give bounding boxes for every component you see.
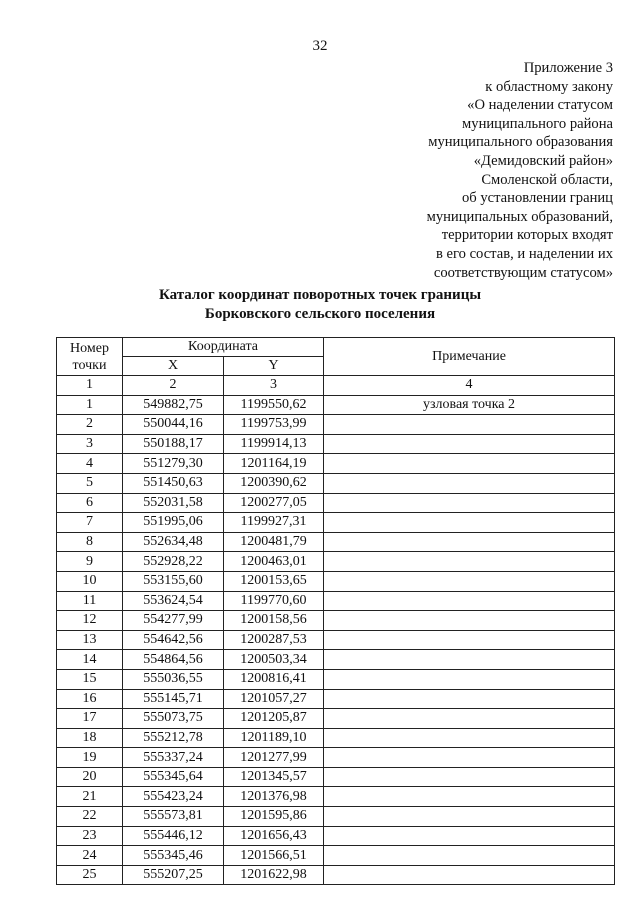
- point-number-cell: 7: [57, 513, 123, 533]
- appendix-line: Приложение 3: [523, 60, 613, 76]
- y-coordinate-cell: 1201595,86: [224, 807, 324, 827]
- x-coordinate-cell: 553155,60: [123, 571, 224, 591]
- appendix-line: соответствующим статусом»: [433, 264, 613, 281]
- note-cell: [324, 728, 615, 748]
- table-row: [57, 728, 615, 748]
- point-number-cell: 14: [57, 650, 123, 670]
- note-cell: [324, 807, 615, 827]
- point-number-cell: 8: [57, 532, 123, 552]
- y-coordinate-cell: 1200153,65: [224, 571, 324, 591]
- point-number-cell: 22: [57, 807, 123, 827]
- note-cell: [324, 826, 615, 846]
- document-title: [0, 286, 640, 324]
- y-coordinate-cell: 1201057,27: [224, 689, 324, 709]
- table-row: [57, 787, 615, 807]
- column-number: 4: [324, 376, 615, 396]
- note-cell: [324, 571, 615, 591]
- note-cell: [324, 473, 615, 493]
- point-number-cell: 20: [57, 767, 123, 787]
- appendix-line: к областному закону: [485, 78, 613, 95]
- y-coordinate-cell: 1200503,34: [224, 650, 324, 670]
- point-number-cell: 10: [57, 571, 123, 591]
- y-coordinate-cell: 1201656,43: [224, 826, 324, 846]
- note-cell: [324, 748, 615, 768]
- y-coordinate-cell: 1201622,98: [224, 865, 324, 885]
- x-coordinate-cell: 554277,99: [123, 611, 224, 631]
- note-cell: [324, 454, 615, 474]
- note-cell: [324, 552, 615, 572]
- point-number-cell: 6: [57, 493, 123, 513]
- header-coordinate: Координата: [123, 338, 324, 357]
- table-row: [57, 826, 615, 846]
- note-cell: [324, 689, 615, 709]
- y-coordinate-cell: 1201205,87: [224, 709, 324, 729]
- table-row: [57, 748, 615, 768]
- table-row: [57, 454, 615, 474]
- y-coordinate-cell: 1201189,10: [224, 728, 324, 748]
- point-number-cell: 11: [57, 591, 123, 611]
- header-y: Y: [224, 357, 324, 376]
- note-cell: [324, 532, 615, 552]
- point-number-cell: 3: [57, 434, 123, 454]
- y-coordinate-cell: 1199550,62: [224, 395, 324, 415]
- y-coordinate-cell: 1199770,60: [224, 591, 324, 611]
- point-number-cell: 16: [57, 689, 123, 709]
- note-cell: [324, 669, 615, 689]
- note-cell: [324, 591, 615, 611]
- column-number-row: [57, 376, 615, 396]
- column-number: 1: [57, 376, 123, 396]
- table-row: [57, 669, 615, 689]
- point-number-cell: 13: [57, 630, 123, 650]
- table-row: [57, 630, 615, 650]
- y-coordinate-cell: 1200158,56: [224, 611, 324, 631]
- table-row: [57, 415, 615, 435]
- appendix-line: «О наделении статусом: [467, 97, 613, 114]
- y-coordinate-cell: 1200816,41: [224, 669, 324, 689]
- header-number-line1: Номер: [70, 340, 109, 356]
- table-row: [57, 552, 615, 572]
- x-coordinate-cell: 555345,64: [123, 767, 224, 787]
- y-coordinate-cell: 1200287,53: [224, 630, 324, 650]
- point-number-cell: 23: [57, 826, 123, 846]
- table-row: [57, 689, 615, 709]
- y-coordinate-cell: 1199753,99: [224, 415, 324, 435]
- x-coordinate-cell: 555573,81: [123, 807, 224, 827]
- point-number-cell: 19: [57, 748, 123, 768]
- x-coordinate-cell: 551450,63: [123, 473, 224, 493]
- table-header-row: [57, 338, 615, 357]
- appendix-line: Смоленской области,: [481, 171, 613, 188]
- note-cell: [324, 650, 615, 670]
- table-row: [57, 846, 615, 866]
- x-coordinate-cell: 550188,17: [123, 434, 224, 454]
- appendix-header: [293, 59, 613, 282]
- column-number: 2: [123, 376, 224, 396]
- column-number: 3: [224, 376, 324, 396]
- point-number-cell: 18: [57, 728, 123, 748]
- y-coordinate-cell: 1201376,98: [224, 787, 324, 807]
- coordinates-table: [56, 337, 615, 885]
- x-coordinate-cell: 549882,75: [123, 395, 224, 415]
- header-number-line2: точки: [72, 357, 107, 373]
- note-cell: [324, 787, 615, 807]
- table-row: [57, 513, 615, 533]
- x-coordinate-cell: 555337,24: [123, 748, 224, 768]
- appendix-line: в его состав, и наделении их: [435, 245, 613, 262]
- note-cell: [324, 415, 615, 435]
- table-row: [57, 473, 615, 493]
- x-coordinate-cell: 555207,25: [123, 865, 224, 885]
- note-cell: узловая точка 2: [324, 395, 615, 415]
- title-line-2: Борковского сельского поселения: [204, 306, 436, 322]
- table-row: [57, 532, 615, 552]
- x-coordinate-cell: 555446,12: [123, 826, 224, 846]
- y-coordinate-cell: 1200277,05: [224, 493, 324, 513]
- point-number-cell: 2: [57, 415, 123, 435]
- appendix-line: территории которых входят: [441, 227, 613, 244]
- point-number-cell: 1: [57, 395, 123, 415]
- y-coordinate-cell: 1199927,31: [224, 513, 324, 533]
- note-cell: [324, 493, 615, 513]
- x-coordinate-cell: 550044,16: [123, 415, 224, 435]
- note-cell: [324, 709, 615, 729]
- y-coordinate-cell: 1201164,19: [224, 454, 324, 474]
- point-number-cell: 4: [57, 454, 123, 474]
- x-coordinate-cell: 555073,75: [123, 709, 224, 729]
- point-number-cell: 24: [57, 846, 123, 866]
- point-number-cell: 12: [57, 611, 123, 631]
- note-cell: [324, 630, 615, 650]
- x-coordinate-cell: 554864,56: [123, 650, 224, 670]
- table-row: [57, 395, 615, 415]
- table-row: [57, 865, 615, 885]
- header-x: X: [123, 357, 224, 376]
- x-coordinate-cell: 551995,06: [123, 513, 224, 533]
- x-coordinate-cell: 552928,22: [123, 552, 224, 572]
- appendix-line: муниципального района: [462, 115, 613, 132]
- table-row: [57, 571, 615, 591]
- appendix-line: об установлении границ: [461, 190, 613, 207]
- note-cell: [324, 767, 615, 787]
- appendix-line: «Демидовский район»: [473, 152, 613, 169]
- x-coordinate-cell: 554642,56: [123, 630, 224, 650]
- x-coordinate-cell: 551279,30: [123, 454, 224, 474]
- point-number-cell: 21: [57, 787, 123, 807]
- x-coordinate-cell: 555423,24: [123, 787, 224, 807]
- header-point-number: [57, 338, 123, 376]
- table-row: [57, 591, 615, 611]
- page-number: 32: [312, 38, 328, 54]
- point-number-cell: 15: [57, 669, 123, 689]
- point-number-cell: 25: [57, 865, 123, 885]
- x-coordinate-cell: 552634,48: [123, 532, 224, 552]
- table-row: [57, 493, 615, 513]
- x-coordinate-cell: 555145,71: [123, 689, 224, 709]
- y-coordinate-cell: 1201566,51: [224, 846, 324, 866]
- y-coordinate-cell: 1200481,79: [224, 532, 324, 552]
- appendix-line: муниципального образования: [428, 134, 613, 151]
- y-coordinate-cell: 1200390,62: [224, 473, 324, 493]
- appendix-line: муниципальных образований,: [426, 208, 613, 225]
- x-coordinate-cell: 555036,55: [123, 669, 224, 689]
- x-coordinate-cell: 555212,78: [123, 728, 224, 748]
- y-coordinate-cell: 1201345,57: [224, 767, 324, 787]
- title-line-1: Каталог координат поворотных точек границы: [158, 287, 482, 303]
- point-number-cell: 17: [57, 709, 123, 729]
- note-cell: [324, 513, 615, 533]
- table-row: [57, 767, 615, 787]
- note-cell: [324, 846, 615, 866]
- header-note: Примечание: [324, 338, 615, 376]
- y-coordinate-cell: 1201277,99: [224, 748, 324, 768]
- x-coordinate-cell: 553624,54: [123, 591, 224, 611]
- table-row: [57, 709, 615, 729]
- note-cell: [324, 611, 615, 631]
- table-row: [57, 434, 615, 454]
- point-number-cell: 9: [57, 552, 123, 572]
- x-coordinate-cell: 552031,58: [123, 493, 224, 513]
- note-cell: [324, 865, 615, 885]
- table-row: [57, 611, 615, 631]
- y-coordinate-cell: 1200463,01: [224, 552, 324, 572]
- x-coordinate-cell: 555345,46: [123, 846, 224, 866]
- note-cell: [324, 434, 615, 454]
- point-number-cell: 5: [57, 473, 123, 493]
- table-row: [57, 807, 615, 827]
- y-coordinate-cell: 1199914,13: [224, 434, 324, 454]
- table-body: [57, 395, 615, 885]
- table-row: [57, 650, 615, 670]
